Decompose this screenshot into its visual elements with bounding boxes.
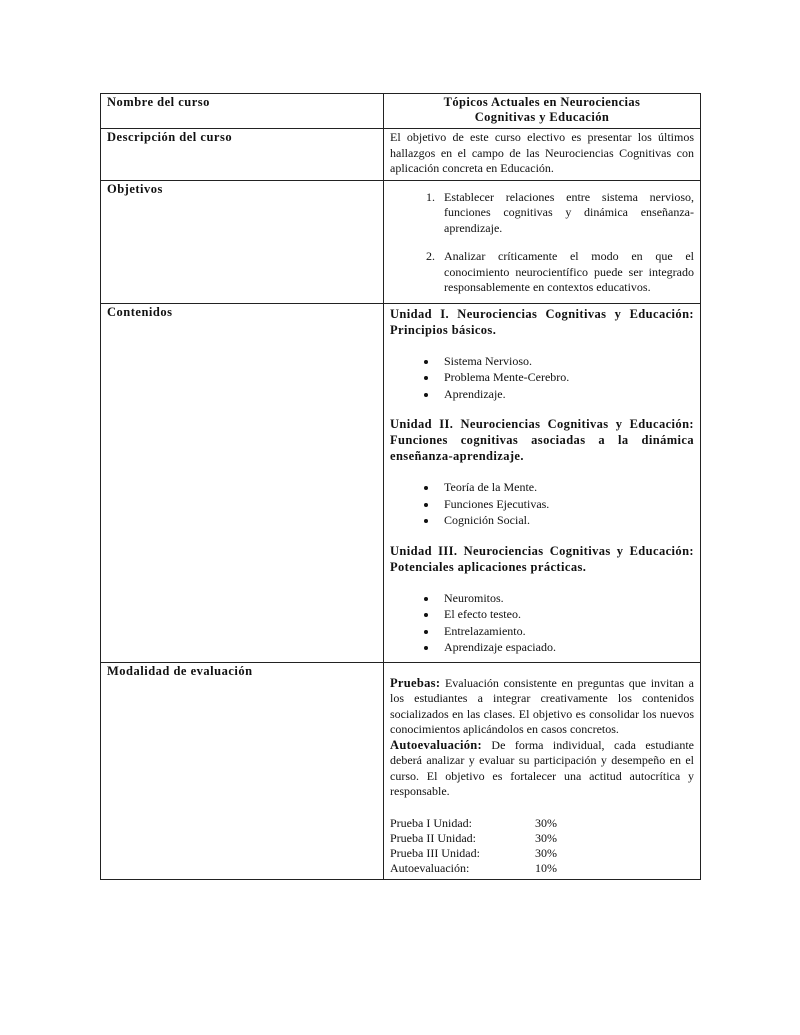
list-item: • Sistema Nervioso. [438, 353, 694, 370]
list-item: • Teoría de la Mente. [438, 479, 694, 496]
unit-topic-list [390, 353, 694, 403]
contents-row [101, 303, 701, 662]
evaluation-label: Modalidad de evaluación [101, 662, 384, 879]
list-item: • Neuromitos. [438, 590, 694, 607]
grade-value: 10% [535, 860, 557, 875]
list-item: • Funciones Ejecutivas. [438, 496, 694, 513]
evaluation-cell [384, 662, 701, 879]
course-title-line2: Cognitivas y Educación [474, 110, 610, 124]
grade-row [390, 831, 694, 846]
list-item: • Aprendizaje espaciado. [438, 639, 694, 656]
grade-name: Prueba III Unidad: [390, 845, 480, 860]
course-description-row [101, 129, 701, 181]
unit-heading: Unidad I. Neurociencias Cognitivas y Educación: Principios básicos. [390, 306, 694, 337]
course-name-row [101, 94, 701, 129]
course-description-label: Descripción del curso [101, 129, 384, 181]
evaluation-row [101, 662, 701, 879]
objectives-cell [384, 180, 701, 303]
course-name-label: Nombre del curso [101, 94, 384, 129]
unit-topic-list [390, 590, 694, 656]
objective-item: 1. Establecer relaciones entre sistema nervioso, funciones cognitivas y dinámica enseñanza-aprendizaje. [438, 190, 694, 237]
list-item: • Aprendizaje. [438, 386, 694, 403]
grade-value: 30% [535, 830, 557, 845]
unit-topic-list [390, 479, 694, 529]
grade-row [390, 816, 694, 831]
self-eval-paragraph [390, 738, 694, 800]
self-eval-text: De forma individual, cada estudiante deberá analizar y evaluar su participación y desempeño en el curso. El objetivo es fortalecer una actitud autocrítica y responsable. [390, 737, 695, 798]
objectives-row [101, 180, 701, 303]
objectives-list [390, 190, 694, 296]
list-item: • Problema Mente-Cerebro. [438, 369, 694, 386]
grade-name: Autoevaluación: [390, 860, 470, 875]
course-syllabus-table [100, 93, 701, 880]
course-title-line1: Tópicos Actuales en Neurociencias [443, 95, 641, 109]
tests-paragraph [390, 676, 694, 738]
grade-name: Prueba I Unidad: [390, 815, 472, 830]
grade-name: Prueba II Unidad: [390, 830, 476, 845]
list-item: • Cognición Social. [438, 512, 694, 529]
grade-row [390, 861, 694, 876]
grade-weights [390, 816, 694, 876]
self-eval-term: Autoevaluación: [390, 737, 482, 752]
unit-heading: Unidad II. Neurociencias Cognitivas y Educación: Funciones cognitivas asociadas a la dinámica enseñanza-aprendizaje. [390, 417, 694, 463]
list-item: • Entrelazamiento. [438, 623, 694, 640]
objective-item: 2. Analizar críticamente el modo en que el conocimiento neurocientífico puede ser integrado responsablemente en contextos educativos. [438, 249, 694, 296]
list-item: • El efecto testeo. [438, 606, 694, 623]
course-description-text: El objetivo de este curso electivo es presentar los últimos hallazgos en el campo de las Neurociencias Cognitivas con aplicación concreta en Educación. [384, 129, 701, 181]
grade-row [390, 846, 694, 861]
grade-value: 30% [535, 845, 557, 860]
course-title [384, 94, 701, 129]
tests-term: Pruebas: [390, 675, 441, 690]
tests-text: Evaluación consistente en preguntas que invitan a los estudiantes a integrar creativamente los contenidos socializados en las clases. El objetivo es consolidar los nuevos conocimientos aplicándolos en casos concretos. [390, 675, 694, 736]
grade-value: 30% [535, 815, 557, 830]
contents-cell [384, 303, 701, 662]
objectives-label: Objetivos [101, 180, 384, 303]
unit-heading: Unidad III. Neurociencias Cognitivas y Educación: Potenciales aplicaciones prácticas. [390, 543, 694, 574]
contents-label: Contenidos [101, 303, 384, 662]
